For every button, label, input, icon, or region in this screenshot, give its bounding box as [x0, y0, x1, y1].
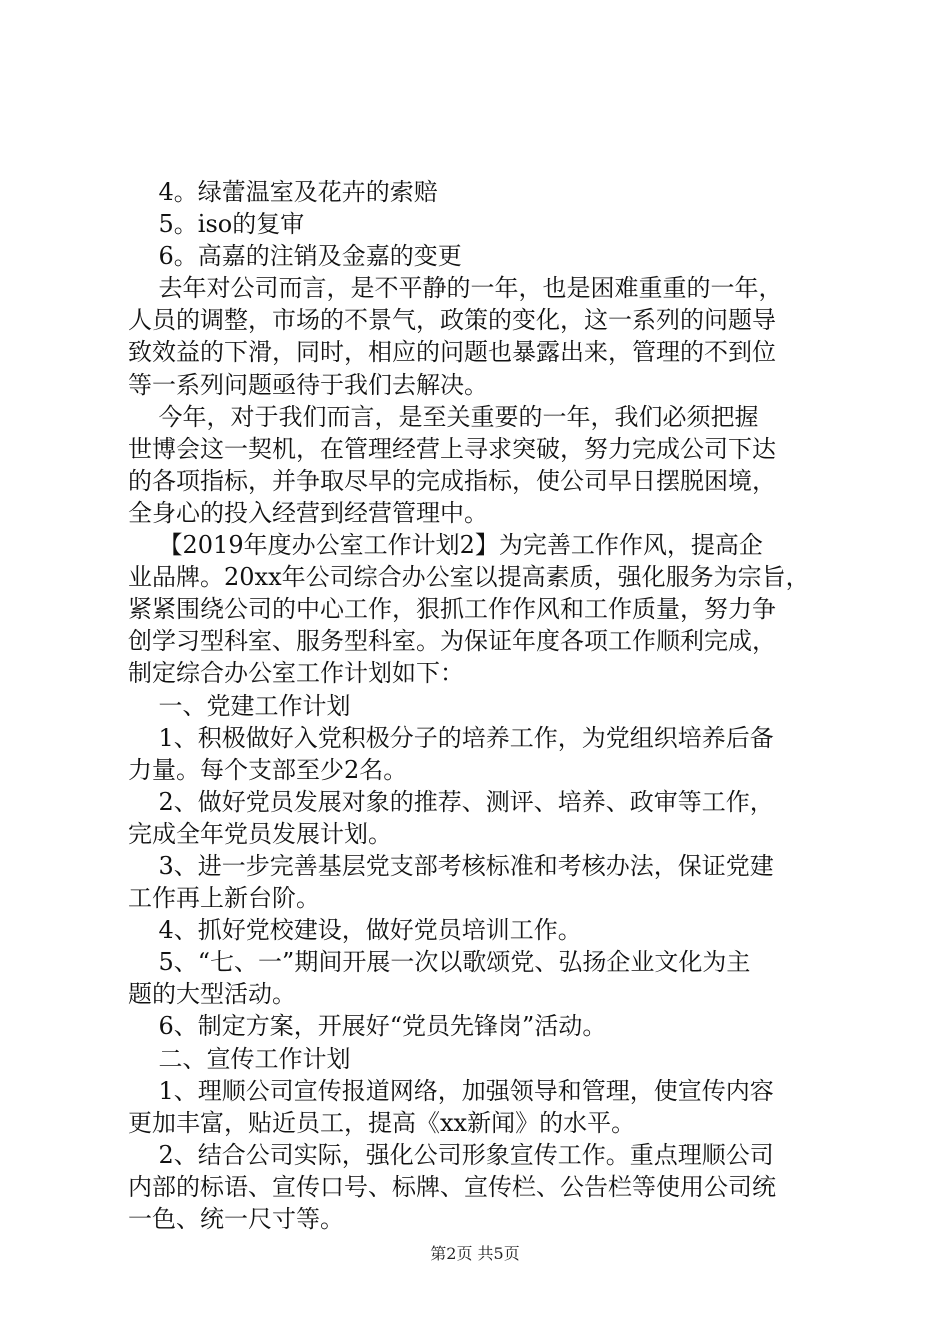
text-line: 完成全年党员发展计划。 — [128, 819, 392, 848]
text-line: 更加丰富，贴近员工，提高《xx新闻》的水平。 — [128, 1108, 636, 1137]
text-line: 等一系列问题亟待于我们去解决。 — [128, 370, 488, 399]
text-line: 一、党建工作计划 — [128, 691, 351, 720]
text-line: 5。iso的复审 — [128, 210, 305, 239]
text-line: 工作再上新台阶。 — [128, 884, 320, 913]
text-line: 世博会这一契机，在管理经营上寻求突破，努力完成公司下达 — [128, 434, 776, 463]
text-line: 制定综合办公室工作计划如下： — [128, 659, 464, 688]
text-line: 的各项指标，并争取尽早的完成指标，使公司早日摆脱困境， — [128, 466, 776, 495]
text-line: 紧紧围绕公司的中心工作，狠抓工作作风和工作质量，努力争 — [128, 595, 776, 624]
text-line: 今年，对于我们而言，是至关重要的一年，我们必须把握 — [128, 402, 759, 431]
text-line: 业品牌。20xx年公司综合办公室以提高素质，强化服务为宗旨， — [128, 563, 810, 592]
text-line: 致效益的下滑，同时，相应的问题也暴露出来，管理的不到位 — [128, 338, 776, 367]
text-line: 2、结合公司实际，强化公司形象宣传工作。重点理顺公司 — [128, 1140, 774, 1169]
text-line: 题的大型活动。 — [128, 980, 296, 1009]
text-line: 3、进一步完善基层党支部考核标准和考核办法，保证党建 — [128, 851, 774, 880]
text-line: 人员的调整，市场的不景气，政策的变化，这一系列的问题导 — [128, 306, 776, 335]
text-line: 6、制定方案，开展好“党员先锋岗”活动。 — [128, 1012, 607, 1041]
text-line: 4、抓好党校建设，做好党员培训工作。 — [128, 916, 582, 945]
text-line: 5、“七、一”期间开展一次以歌颂党、弘扬企业文化为主 — [128, 948, 751, 977]
text-line: 二、宣传工作计划 — [128, 1044, 351, 1073]
text-line: 4。绿蕾温室及花卉的索赔 — [128, 178, 438, 206]
text-line: 内部的标语、宣传口号、标牌、宣传栏、公告栏等使用公司统 — [128, 1172, 776, 1201]
text-line: 2、做好党员发展对象的推荐、测评、培养、政审等工作， — [128, 787, 774, 816]
text-line: 【2019年度办公室工作计划2】为完善工作作风，提高企 — [128, 531, 763, 560]
text-line: 全身心的投入经营到经营管理中。 — [128, 498, 488, 527]
text-line: 6。高嘉的注销及金嘉的变更 — [128, 242, 462, 271]
text-line: 创学习型科室、服务型科室。为保证年度各项工作顺利完成， — [128, 627, 776, 656]
text-line: 去年对公司而言，是不平静的一年，也是困难重重的一年， — [128, 274, 783, 303]
text-line: 1、积极做好入党积极分子的培养工作，为党组织培养后备 — [128, 723, 774, 752]
text-line: 一色、统一尺寸等。 — [128, 1205, 344, 1233]
text-line: 力量。每个支部至少2名。 — [128, 755, 408, 784]
text-line: 1、理顺公司宣传报道网络，加强领导和管理，使宣传内容 — [128, 1076, 774, 1105]
page-number-footer: 第2页 共5页 — [430, 1244, 520, 1263]
document-body — [128, 176, 838, 1235]
